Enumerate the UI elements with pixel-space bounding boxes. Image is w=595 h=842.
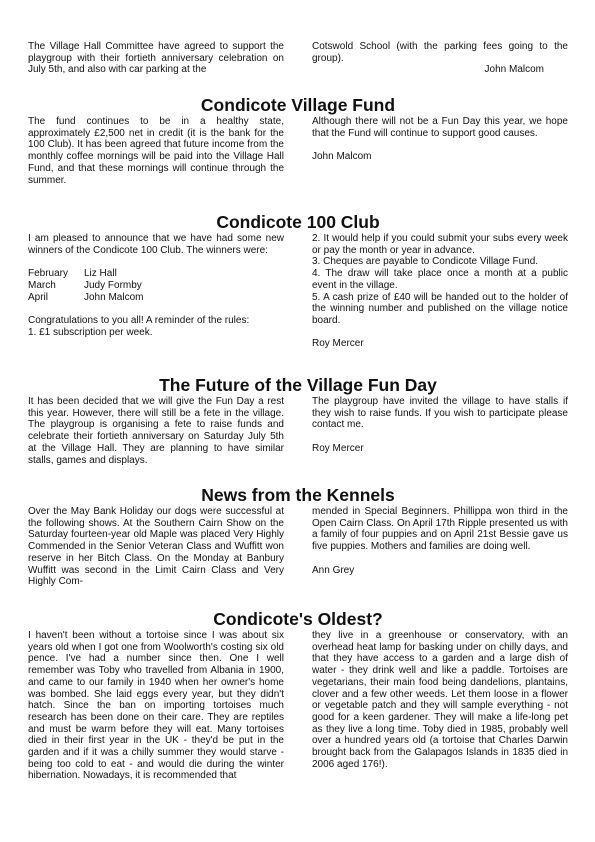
club-rule: 5. A cash prize of £40 will be handed out to the holder of the winning number and published on the village notice board. [312,291,568,326]
intro-section [28,41,568,76]
oldest-section [28,608,568,782]
winner-row [28,292,284,304]
intro-right-column [312,41,568,76]
intro-right-text: Cotswold School (with the parking fees going to the group). [312,41,568,64]
fund-title: Condicote Village Fund [200,95,396,115]
winners-list [28,268,284,303]
winner-row [28,268,284,280]
winner-month: April [28,291,49,303]
club-intro-text: I am pleased to announce that we have had some new winners of the Condicote 100 Club. The winners were: [28,233,284,256]
oldest-right-text: they live in a greenhouse or conservatory, with an overhead heat lamp for basking under on chilly days, and that they have access to a garden and a large dish of water - they drink well and like a paddle. Tortoises are vegetarians, their main food being dandelions, plantains, clover and a few other weeds. Let them loose in a flower or vegetable patch and they will sample everything - not good for a keen gardener. They will make a life-long pet as they live a long time. Toby died in 1985, probably well over a hundred years old (a tortoise that Charles Darwin brought back from the Galapagos Islands in 1835 died in 2006 aged 176!). [312,630,568,770]
winner-name: John Malcom [84,291,144,303]
oldest-left-text: I haven't been without a tortoise since I was about six years old when I got one from Woolworth's costing six old pence. I've had a number since then. One I well remember was Toby who travelled from Albania in 1900, and came to our family in 1940 when her owner's home was bombed. She laid eggs every year, but they didn't hatch. Since the ban on importing tortoises much research has been done on their care. They are reptiles and must be warm before they will eat. Many tortoises died in their first year in the UK - they'd be put in the garden and if it was a chilly summer they would starve - being too cold to eat - and would die during the winter hibernation. Nowadays, it is recommended that [28,630,284,782]
winner-name: Judy Formby [84,279,142,291]
funday-right-column [312,396,568,466]
kennels-signature: Ann Grey [312,564,355,576]
fund-right-column [312,116,568,186]
funday-left-column [28,396,284,466]
club-signature: Roy Mercer [312,338,364,350]
oldest-title: Condicote's Oldest? [213,609,383,629]
funday-right-text: The playgroup have invited the village to have stalls if they wish to raise funds. If you wish to participate please contact me. [312,396,568,431]
club-rule: 2. It would help if you could submit your subs every week or pay the month or year in advance. [312,233,568,256]
funday-section [28,374,568,466]
funday-signature: Roy Mercer [312,442,364,454]
fund-section [28,94,568,186]
kennels-right-column [312,506,568,588]
club-rule: 4. The draw will take place once a month at a public event in the village. [312,268,568,291]
kennels-left-column [28,506,284,588]
fund-left-text: The fund continues to be in a healthy state, approximately £2,500 net in credit (it is the bank for the 100 Club). It has been agreed that future income from the monthly coffee mornings will be paid into the Village Hall Fund, and that these mornings will continue through the summer. [28,116,284,186]
winner-row [28,280,284,292]
club-section [28,211,568,350]
intro-signature: John Malcom [484,64,544,76]
club-title: Condicote 100 Club [216,212,380,232]
funday-title: The Future of the Village Fun Day [159,375,437,395]
fund-signature: John Malcom [312,151,372,163]
club-rule: 3. Cheques are payable to Condicote Village Fund. [312,256,539,268]
club-congrats-text: Congratulations to you all! A reminder of the rules: [28,314,250,326]
club-left-column [28,233,284,350]
kennels-left-text: Over the May Bank Holiday our dogs were successful at the following shows. At the Southern Cairn Show on the Saturday fourteen-year old Maple was placed Very Highly Commended in the Senior Veteran Class and Wuffitt won reserve in her Bitch Class. On the Monday at Banbury Wuffitt was second in the Limit Cairn Class and Very Highly Com- [28,506,284,588]
intro-left-text: The Village Hall Committee have agreed to support the playgroup with their fortieth anniversary celebration on July 5th, and also with car parking at the [28,41,284,76]
kennels-right-text: mended in Special Beginners. Phillippa won third in the Open Cairn Class. On April 17th Ripple presented us with a family of four puppies and on April 21st Bessie gave us five puppies. Mothers and families are doing well. [312,506,568,553]
oldest-left-column [28,630,284,782]
winner-month: February [28,268,69,280]
kennels-section [28,484,568,588]
intro-left-column [28,41,284,76]
club-rule: 1. £1 subscription per week. [28,326,153,338]
funday-left-text: It has been decided that we will give the Fun Day a rest this year. However, there will still be a fete in the village. The playgroup is organising a fete to raise funds and celebrate their fortieth anniversary on Saturday July 5th at the Village Hall. They are planning to have similar stalls, games and displays. [28,396,284,466]
kennels-title: News from the Kennels [201,485,395,505]
club-right-column [312,233,568,350]
winner-month: March [28,279,56,291]
fund-left-column [28,116,284,186]
oldest-right-column [312,630,568,782]
winner-name: Liz Hall [84,268,117,280]
fund-right-text: Although there will not be a Fun Day this year, we hope that the Fund will continue to support good causes. [312,116,568,139]
